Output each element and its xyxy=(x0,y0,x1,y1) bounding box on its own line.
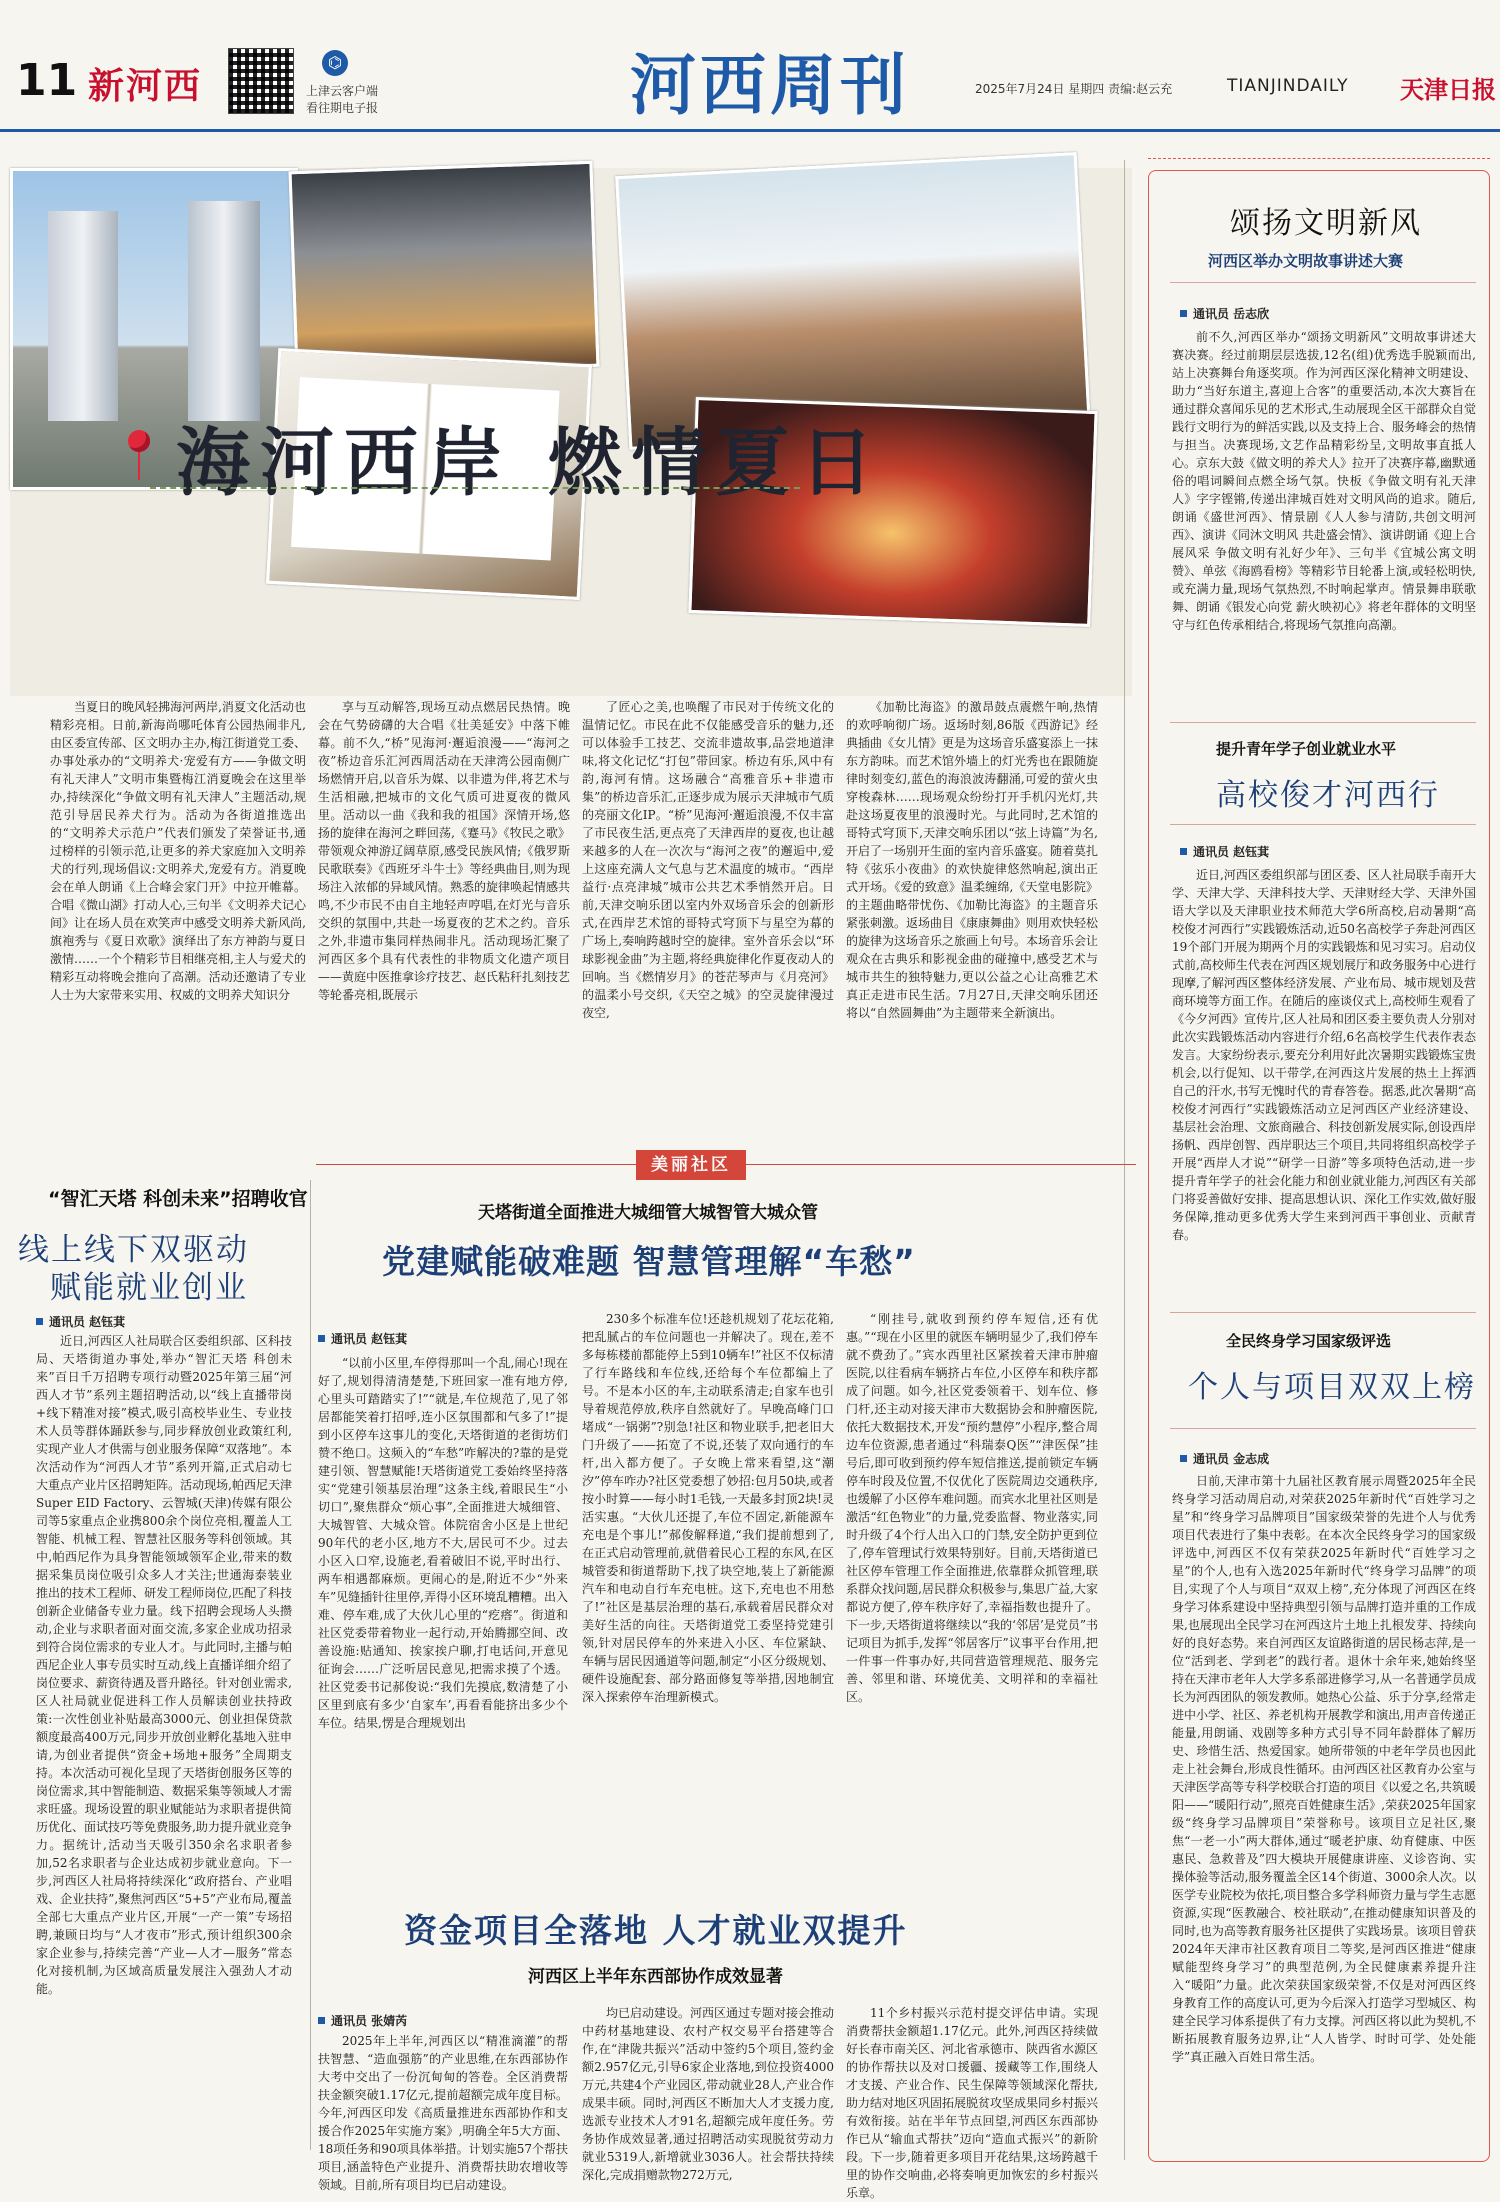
column-divider xyxy=(1124,160,1125,2160)
community-subtitle: 天塔街道全面推进大城细管大城智管大城众管 xyxy=(478,1203,818,1223)
feature-column-2: 享与互动解答,现场互动点燃居民热情。晚会在气势磅礴的大合唱《壮美延安》中落下帷幕。前不久,“桥”见海河·邂逅浪漫——“海河之夜”桥边音乐汇河西周活动在天津湾公园南侧广场燃情开启,以音乐为媒、以非遗为伴,将艺术与生活相融,把城市的文化气质可进夏夜的微风里。活动以一曲《我和我的祖国》深情开场,悠扬的旋律在海河之畔回荡,《蹇马》《牧民之歌》带领观众神游辽阔草原,感受民族风情;《俄罗斯民歌联奏》《西班牙斗牛士》等经典曲目,则为现场注入浓郁的异域风情。熟悉的旋律唤起情感共鸣,不少市民不由自主地轻声哼唱,在灯光与音乐交织的氛围中,共赴一场夏夜的艺术之约。音乐之外,非遗市集同样热闹非凡。活动现场汇聚了河西区多个具有代表性的非物质文化遗产项目——黄庭中医推拿诊疗技艺、赵氏粘秆扎刻技艺等轮番亮相,既展示 xyxy=(318,700,571,1002)
map-pin-icon xyxy=(128,430,150,452)
sidebar-article-1-byline: 通讯员 岳志欣 xyxy=(1180,305,1269,322)
qr-code[interactable] xyxy=(228,48,294,114)
bottom-column-2: 均已启动建设。河西区通过专题对接会推动中药材基地建设、农村产权交易平台搭建等合作,在“津陇共振兴”活动中签约5个项目,签约金额2.957亿元,引导6家企业落地,到位投资4000万元,共建4个产业园区,带动就业28人,产业合作成果丰硕。同时,河西区不断加大人才支援力度,选派专业技术人才91名,超额完成年度任务。劳务协作成效显著,通过招聘活动实现脱贫劳动力就业5319人,新增就业3036人。社会帮扶持续深化,完成捐赠款物272万元, xyxy=(582,2006,835,2182)
feature-title: 海河西岸 燃情夏日 xyxy=(176,420,884,506)
paper-name-en: TIANJINDAILY xyxy=(1227,76,1349,96)
bottom-feature-title: 资金项目全落地 人才就业双提升 xyxy=(404,1911,908,1950)
sidebar-article-2-byline: 通讯员 赵钰萁 xyxy=(1180,843,1269,860)
section-badge: 美丽社区 xyxy=(636,1150,746,1180)
feature-column-3: 了匠心之美,也唤醒了市民对于传统文化的温情记忆。市民在此不仅能感受音乐的魅力,还可以体验手工技艺、交流非遗故事,品尝地道津味,将文化记忆“打包”带回家。桥边有乐,风中有韵,海河有情。这场融合“高雅音乐+非遗市集”的桥边音乐汇,正逐步成为展示天津城市气质的亮丽文化IP。“桥”见海河·邂逅浪漫,不仅丰富了市民夜生活,更点亮了天津西岸的夏夜,也让越来越多的人在一次次与“海河之夜”的邂逅中,爱上这座充满人文气息与艺术温度的城市。“西岸益行·点亮津城”城市公共艺术季悄然开启。日前,天津交响乐团以室内外双场音乐会的创新形式,在西岸艺术馆的哥特式穹顶下与星空为幕的广场上,奏响跨越时空的旋律。室外音乐会以“环球影视金曲”为主题,将经典旋律化作夏夜动人的回响。当《燃情岁月》的苍茫琴声与《月亮河》的温柔小号交织,《天空之城》的空灵旋律漫过夜空, xyxy=(582,700,835,1020)
page-number: 11 xyxy=(16,55,78,106)
sidebar-rule xyxy=(1170,1312,1476,1313)
bottom-column-3: 11个乡村振兴示范村提交评估申请。实现消费帮扶金额超1.17亿元。此外,河西区持续做好长春市南关区、河北省承德市、陕西省水源区的协作帮扶以及对口援疆、援藏等工作,围绕人才支援、产业合作、民生保障等领域深化帮扶,助力结对地区巩固拓展脱贫攻坚成果同乡村振兴有效衔接。站在半年节点回望,河西区东西部协作已从“输血式帮扶”迈向“造血式振兴”的新阶段。下一步,随着更多项目开花结果,这场跨越千里的协作交响曲,必将奏响更加恢宏的乡村振兴乐章。 xyxy=(846,2006,1099,2200)
community-title: 党建赋能破难题 智慧管理解“车愁” xyxy=(382,1242,916,1281)
app-promo-line2: 看往期电子报 xyxy=(306,101,379,115)
left-article-title-line2: 赋能就业创业 xyxy=(50,1270,248,1306)
header-rule xyxy=(0,129,1500,132)
sidebar-article-2-subtitle: 提升青年学子创业就业水平 xyxy=(1216,740,1397,758)
community-column-1: “以前小区里,车停得那叫一个乱,闹心!现在好了,规划得清清楚楚,下班回家一准有地方停,心里头可踏踏实了!”“就是,车位规范了,见了邻居都能笑着打招呼,连小区氛围都和气多了!”提到小区停车这事儿的变化,天塔街道的老街坊们赞不绝口。这频入的“车愁”咋解决的?靠的是党建引领、智慧赋能!天塔街道党工委始终坚持落实“党建引领基层治理”这条主线,着眼民生“小切口”,聚焦群众“烦心事”,全面推进大城细管、大城智管、大城众管。体院宿舍小区是上世纪90年代的老小区,地方不大,居民可不少。过去小区入口窄,设施老,看着破旧不说,平时出行、两车相遇都麻烦。更闹心的是,附近不少“外来车”见缝插针往里停,弄得小区环境乱糟糟。出入难、停车难,成了大伙儿心里的“疙瘩”。街道和社区党委带着物业一起行动,开始腾挪空间、改善设施:贴通知、挨家挨户聊,打电话问,开意见征询会……广泛听居民意见,把需求摸了个透。社区党委书记郝俊说:“我们先摸底,数清楚了小区里到底有多少‘自家车’,再看看能挤出多少个车位。结果,愣是合理规划出 xyxy=(318,1356,568,1730)
left-article-title: 线上线下双驱动 xyxy=(18,1232,249,1268)
sidebar-article-2-title: 高校俊才河西行 xyxy=(1216,778,1440,813)
map-pin-stem xyxy=(138,452,140,480)
community-column-3: “刚挂号,就收到预约停车短信,还有优惠。”“现在小区里的就医车辆明显少了,我们停车就不费劲了。”宾水西里社区紧挨着天津市肿瘤医院,以往看病车辆挤占车位,小区停车和秩序都成了问题。如今,社区党委领着干、划车位、修门杆,还主动对接天津市大数据协会和肿瘤医院,依托大数据技术,开发“预约慧停”小程序,整合周边车位资源,患者通过“科瑞泰Q医”“津医保”挂号后,即可收到预约停车短信推送,提前锁定车辆停车时段及位置,不仅优化了医院周边交通秩序,也缓解了小区停车难问题。而宾水北里社区则是激活“红色物业”的力量,党委监督、物业落实,同时升级了4个行人出入口的门禁,安全防护更到位了,停车管理试行效果特别好。目前,天塔街道已社区停车管理工作全面推进,依靠群众抓管理,联系群众找问题,居民群众积极参与,集思广益,大家都说方便了,停车秩序好了,幸福指数也提升了。下一步,天塔街道将继续以“我的‘邻居’是党员”书记项目为抓手,发挥“邻居客厅”议事平台作用,把一件事一件事办好,共同营造管理规范、服务完善、邻里和谐、环境优美、文明祥和的幸福社区。 xyxy=(846,1312,1099,1704)
sidebar-top-dash xyxy=(1148,158,1490,159)
sidebar-rule xyxy=(1170,824,1476,825)
left-article-body: 近日,河西区人社局联合区委组织部、区科技局、天塔街道办事处,举办“智汇天塔 科创未来”百日千万招聘专项行动暨2025年第三届“河西人才节”系列主题招聘活动,以“线上直播带岗+线下精准对接”模式,吸引高校毕业生、专业技术人员等群体踊跃参与,同步释放创业政策红利,实现产业人才供需与创业服务保障“双落地”。本次活动作为“河西人才节”系列开篇,正式启动七大重点产业片区招聘矩阵。活动现场,帕西尼天津Super EID Factory、云智城(天津)传媒有限公司等5家重点企业携800余个岗位亮相,覆盖人工智能、机械工程、智慧社区服务等科创领域。其中,帕西尼作为具身智能领域领军企业,带来的数据采集员岗位吸引众多人才关注;世通海泰装业推出的技术工程师、研发工程师岗位,匹配了科技创新企业储备专业力量。线下招聘会现场人头攒动,企业与求职者面对面交流,多家企业成功招录到符合岗位需求的专业人才。与此同时,主播与帕西尼企业人事专员实时互动,线上直播详细介绍了岗位要求、薪资待遇及晋升路径。针对创业需求,区人社局就业促进科工作人员解读创业扶持政策:一次性创业补贴最高3000元、创业担保贷款额度最高400万元,同步开放创业孵化基地入驻申请,为创业者提供“资金+场地+服务”全周期支持。本次活动可视化呈现了天塔街创服务区等的岗位需求,其中智能制造、数据采集等领域人才需求旺盛。现场设置的职业赋能站为求职者提供简历优化、面试技巧等免费服务,助力提升就业竞争力。据统计,活动当天吸引350余名求职者参加,52名求职者与企业达成初步就业意向。下一步,河西区人社局将持续深化“政府搭台、产业唱戏、企业扶持”,聚焦河西区“5+5”产业布局,覆盖全部七大重点产业片区,开展“一产一策”专场招聘,兼顾日均与“人才夜市”形式,预计组织300余家企业参与,持续完善“产业—人才—服务”常态化对接机制,为区域高质量发展注入强劲人才动能。 xyxy=(36,1334,292,1996)
sidebar-article-3-title: 个人与项目双双上榜 xyxy=(1188,1370,1476,1405)
column-divider xyxy=(310,1180,311,2150)
feature-column-4: 《加勒比海盗》的激昂鼓点震燃午响,热情的欢呼响彻广场。返场时刻,86版《西游记》经典插曲《女儿情》更是为这场音乐盛宴添上一抹东方韵味。而艺术馆外墙上的灯光秀也在跟随旋律时刻变幻,蓝色的海浪波涛翻涌,可爱的萤火虫穿梭森林……现场观众纷纷打开手机闪光灯,共赴这场夏夜里的浪漫时光。与此同时,艺术馆的哥特式穹顶下,天津交响乐团以“弦上诗篇”为名,开启了一场别开生面的室内音乐盛宴。随着莫扎特《弦乐小夜曲》的欢快旋律悠然响起,演出正式开场。《爱的致意》温柔缠绵,《天堂电影院》的主题曲略带忧伤、《加勒比海盗》的主题音乐紧张刺激。返场曲目《康康舞曲》则用欢快轻松的旋律为这场音乐之旅画上句号。本场音乐会让观众在古典乐和影视金曲的碰撞中,感受艺术与城市共生的独特魅力,更以公益之心让高雅艺术真正走进市民生活。7月27日,天津交响乐团还将以“自然圆舞曲”为主题带来全新演出。 xyxy=(846,700,1099,1020)
sidebar-article-1-title: 颂扬文明新风 xyxy=(1230,206,1422,241)
photo-crowd xyxy=(288,161,599,377)
left-article-byline: 通讯员 赵钰萁 xyxy=(36,1313,125,1330)
section-name: 新河西 xyxy=(88,66,203,107)
paper-logo: 天津日报 xyxy=(1400,75,1496,104)
sidebar-article-3-subtitle: 全民终身学习国家级评选 xyxy=(1226,1332,1392,1350)
title-dash-line xyxy=(150,487,800,489)
sidebar-article-1-body: 前不久,河西区举办“颂扬文明新风”文明故事讲述大赛决赛。经过前期层层选拔,12名(组)优秀选手脱颖而出,站上决赛舞台角逐奖项。作为河西区深化精神文明建设、助力“当好东道主,喜迎上合客”的重要活动,本次大赛旨在通过群众喜闻乐见的艺术形式,生动展现全区干部群众自觉践行文明行为的鲜活实践,以及支持上合、服务峰会的热情与担当。决赛现场,文艺作品精彩纷呈,文明故事直抵人心。京东大鼓《做文明的养犬人》拉开了决赛序幕,幽默通俗的唱词瞬间点燃全场气氛。快板《争做文明有礼天津人》字字铿锵,传递出津城百姓对文明风尚的追求。随后,朗诵《盛世河西》、情景剧《人人参与清防,共创文明河西》、演讲《同沐文明风 共赴盛会情》、演讲朗诵《迎上合 展风采 争做文明有礼好少年》、三句半《宜城公寓文明赞》、单弦《海鸥看榜》等精彩节目轮番上演,或轻松明快,或充满力量,现场气氛热烈,不时响起掌声。情景舞串联歌舞、朗诵《银发心向党 薪火映初心》将老年群体的文明坚守与红色传承相结合,将现场气氛推向高潮。 xyxy=(1172,330,1476,632)
sidebar-rule xyxy=(1170,282,1476,283)
sidebar-article-2-body: 近日,河西区委组织部与团区委、区人社局联手南开大学、天津大学、天津科技大学、天津财经大学、天津外国语大学以及天津职业技术师范大学6所高校,启动暑期“高校俊才河西行”实践锻炼活动,近50名高校学子奔赴河西区19个部门开展为期两个月的实践锻炼和见习实习。启动仪式前,高校师生代表在河西区规划展厅和政务服务中心进行现摩,了解河西区整体经济发展、产业布局、城市规划及营商环境等方面工作。在随后的座谈仪式上,高校师生观看了《今夕河西》宣传片,区人社局和团区委主要负责人分别对此次实践锻炼活动内容进行介绍,6名高校学生代表作表态发言。大家纷纷表示,要充分利用好此次暑期实践锻炼宝贵机会,以行促知、以干带学,在河西这片发展的热土上挥洒自己的汗水,书写无愧时代的青春答卷。据悉,此次暑期“高校俊才河西行”实践锻炼活动立足河西区产业经济建设、基层社会治理、文旅商融合、科技创新发展实际,创设西岸扬帆、西岸创智、西岸职达三个项目,共同将组织高校学子开展“西岸人才说”“研学一日游”等多项特色活动,进一步提升青年学子的社会化能力和创业就业能力,河西区有关部门将妥善做好安排、提高思想认识、深化工作实效,做好服务保障,推动更多优秀大学生来到河西干事创业、贡献青春。 xyxy=(1172,868,1476,1242)
sidebar-rule xyxy=(1170,722,1476,723)
bottom-feature-byline: 通讯员 张婧芮 xyxy=(318,2012,407,2029)
feature-column-1: 当夏日的晚风轻拂海河两岸,消夏文化活动也精彩亮相。日前,新海尚哪吒体育公园热闹非凡,由区委宣传部、区文明办主办,梅江街道党工委、办事处承办的“文明养犬·宠爱有方——争做文明有礼天津人”文明市集暨梅江消夏晚会在这里举办,持续深化“争做文明有礼天津人”主题活动,规范引导居民养犬行为。活动为各街道推选出的“文明养犬示范户”代表们颁发了荣誉证书,通过榜样的引领示范,让更多的养犬家庭加入文明养犬的行列,现场倡议:文明养犬,宠爱有方。消夏晚会在单人朗诵《上合峰会家门开》中拉开帷幕。合唱《微山湖》打动人心,三句半《文明养犬记心间》让在场人员在欢笑声中感受文明养犬新风尚,旗袍秀与《夏日欢歌》演绎出了东方神韵与夏日激情……一个个精彩节目相继亮相,主人与爱犬的精彩互动将晚会推向了高潮。活动还邀请了专业人士为大家带来实用、权威的文明养犬知识分 xyxy=(50,700,306,1002)
bottom-feature-subtitle: 河西区上半年东西部协作成效显著 xyxy=(528,1967,783,1987)
app-logo-icon: ⌬ xyxy=(322,50,348,76)
sidebar-rule xyxy=(1170,1428,1476,1429)
community-byline: 通讯员 赵钰萁 xyxy=(318,1330,407,1347)
masthead: 河西周刊 xyxy=(630,47,910,124)
sidebar-article-3-byline: 通讯员 金志成 xyxy=(1180,1450,1269,1467)
bottom-column-1: 2025年上半年,河西区以“精准滴灌”的帮扶智慧、“造血强筋”的产业思维,在东西部协作大考中交出了一份沉甸甸的答卷。全区消费帮扶金额突破1.17亿元,提前超额完成年度目标。今年,河西区印发《高质量推进东西部协作和支援合作2025年实施方案》,明确全年5大方面、18项任务和90项具体举措。计划实施57个帮扶项目,涵盖特色产业提升、消费帮扶助农增收等领域。目前,所有项目均已启动建设。 xyxy=(318,2034,568,2192)
sidebar-article-3-body: 日前,天津市第十九届社区教育展示周暨2025年全民终身学习活动周启动,对荣获2025年新时代“百姓学习之星”和“终身学习品牌项目”国家级荣誉的先进个人与优秀项目代表进行了集中表彰。在本次全民终身学习的国家级评选中,河西区不仅有荣获2025年新时代“百姓学习之星”的个人,也有入选2025年新时代“终身学习品牌”的项目,实现了个人与项目“双双上榜”,充分体现了河西区在终身学习体系建设中坚持典型引领与品牌打造并重的工作成果,也展现出全民学习在河西这片土地上扎根发芽、持续向好的良好态势。来自河西区友谊路街道的居民杨志萍,是一位“活到老、学到老”的践行者。退休十余年来,她始终坚持在天津市老年人大学多系部进修学习,从一名普通学员成长为河西团队的领发教师。她热心公益、乐于分享,经常走进中小学、社区、养老机构开展教学和演出,用声音传递正能量,用朗诵、戏剧等多种方式引导不同年龄群体了解历史、珍惜生活、热爱国家。她所带领的中老年学员也因此走上社会舞台,形成良性循环。由河西区社区教育办公室与天津医学高等专科学校联合打造的项目《以爱之名,共筑暖阳——“暖阳行动”,照亮百姓健康生活》,荣获2025年国家级“终身学习品牌项目”荣誉称号。该项目立足社区,聚焦“一老一小”两大群体,通过“暖老护康、幼育健康、中医惠民、急救普及”四大模块开展健康讲座、义诊咨询、实操体验等活动,服务覆盖全区14个街道、3000余人次。以医学专业院校为依托,项目整合多学科师资力量与学生志愿资源,实现“医教融合、校社联动”,在推动健康知识普及的同时,也为高等教育服务社区提供了实践场景。该项目曾获2024年天津市社区教育项目二等奖,是河西区推进“健康赋能型终身学习”的典型范例,为全民健康素养提升注入“暖阳”力量。此次荣获国家级荣誉,不仅是对河西区终身教育工作的高度认可,更为今后深入打造学习型城区、构建全民学习体系提供了有力支撑。河西区将以此为契机,不断拓展教育服务边界,让“人人皆学、时时可学、处处能学”真正融入百姓日常生活。 xyxy=(1172,1474,1476,2064)
community-column-2: 230多个标准车位!还趁机规划了花坛花箱,把乱腻占的车位问题也一并解决了。现在,差不多每栋楼前都能停上5到10辆车!”社区不仅标清了行车路线和车位线,还给每个车位都编上了号。不是本小区的车,主动联系清走;自家车也引导着规范停放,秩序自然就好了。早晚高峰门口堵成“一锅粥”?别急!社区和物业联手,把老旧大门升级了——拓宽了不说,还装了双向通行的车杆,出入都方便了。子女晚上常来看望,这“潮汐”停车咋办?社区党委想了妙招:包月50块,或者按小时算——每小时1毛钱,一天最多封顶2块!灵活实惠。“大伙儿还提了,车位不固定,新能源车充电是个事儿!”郝俊解释道,“我们提前想到了,在正式启动管理前,就借着民心工程的东风,在区城管委和街道帮助下,找了块空地,装上了新能源汽车和电动自行车充电桩。这下,充电也不用愁了!”社区是基层治理的基石,承载着居民群众对美好生活的向往。天塔街道党工委坚持党建引领,针对居民停车的外来进入小区、车位紧缺、车辆与居民因通道等问题,制定“小区分级规划、硬件设施配套、部分路面修复等举措,因地制宜深入探索停车治理新模式。 xyxy=(582,1312,834,1704)
left-article-kicker: “智汇天塔 科创未来”招聘收官 xyxy=(48,1188,308,1210)
dateline: 2025年7月24日 星期四 责编:赵云充 xyxy=(975,82,1173,96)
sidebar-article-1-subtitle: 河西区举办文明故事讲述大赛 xyxy=(1208,252,1404,270)
app-promo-line1: 上津云客户端 xyxy=(306,84,379,98)
